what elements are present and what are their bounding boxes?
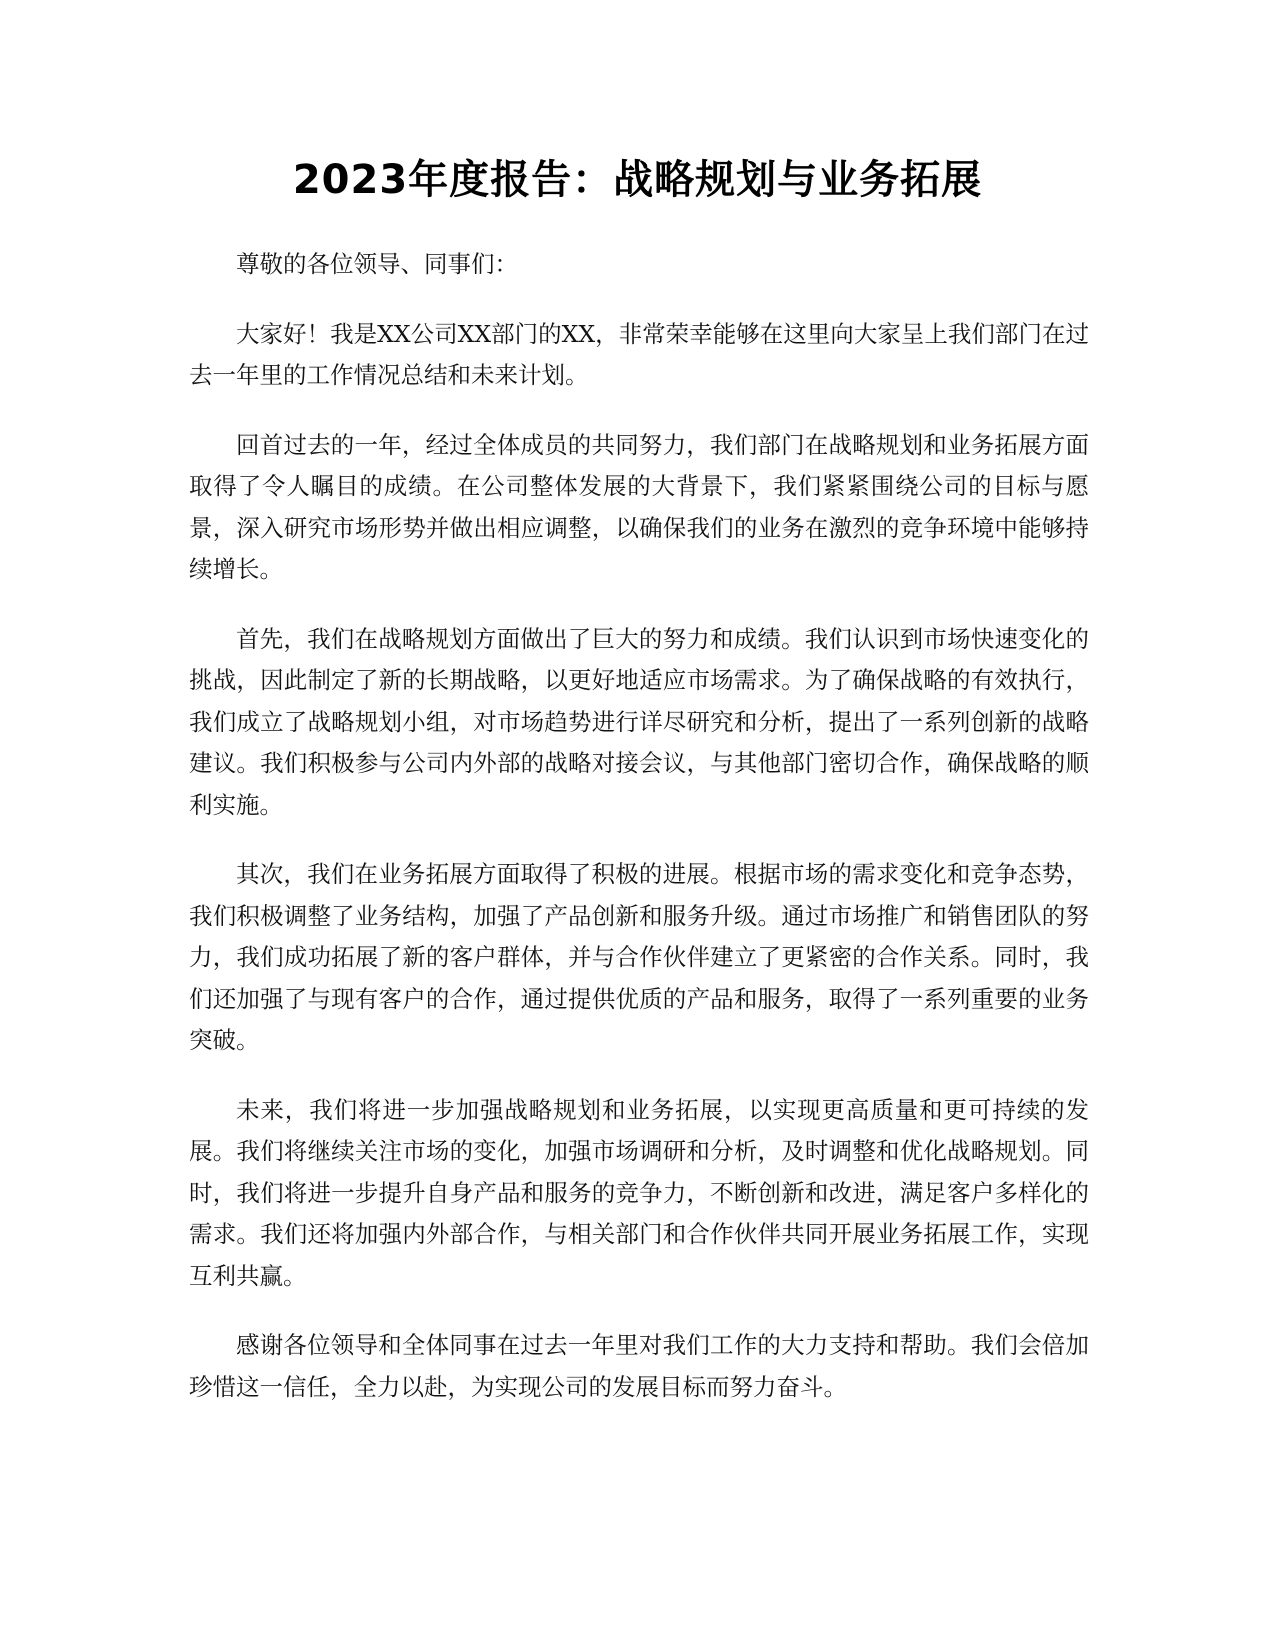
document-title: 2023年度报告：战略规划与业务拓展 [292, 157, 983, 203]
paragraph-intro: 大家好！我是XX公司XX部门的XX，非常荣幸能够在这里向大家呈上我们部门在过去一年里的工作情况总结和未来计划。 [189, 319, 1089, 389]
paragraph-strategy: 首先，我们在战略规划方面做出了巨大的努力和成绩。我们认识到市场快速变化的挑战，因此制定了新的长期战略，以更好地适应市场需求。为了确保战略的有效执行，我们成立了战略规划小组，对市场趋势进行详尽研究和分析，提出了一系列创新的战略建议。我们积极参与公司内外部的战略对接会议，与其他部门密切合作，确保战略的顺利实施。 [189, 624, 1089, 819]
paragraph-future: 未来，我们将进一步加强战略规划和业务拓展，以实现更高质量和更可持续的发展。我们将继续关注市场的变化，加强市场调研和分析，及时调整和优化战略规划。同时，我们将进一步提升自身产品和服务的竞争力，不断创新和改进，满足客户多样化的需求。我们还将加强内外部合作，与相关部门和合作伙伴共同开展业务拓展工作，实现互利共赢。 [189, 1095, 1089, 1290]
paragraph-review: 回首过去的一年，经过全体成员的共同努力，我们部门在战略规划和业务拓展方面取得了令人瞩目的成绩。在公司整体发展的大背景下，我们紧紧围绕公司的目标与愿景，深入研究市场形势并做出相应调整，以确保我们的业务在激烈的竞争环境中能够持续增长。 [189, 430, 1089, 583]
greeting-line: 尊敬的各位领导、同事们： [236, 250, 518, 278]
paragraph-thanks: 感谢各位领导和全体同事在过去一年里对我们工作的大力支持和帮助。我们会倍加珍惜这一信任，全力以赴，为实现公司的发展目标而努力奋斗。 [189, 1331, 1089, 1401]
document-body [189, 244, 1089, 1436]
paragraph-business: 其次，我们在业务拓展方面取得了积极的进展。根据市场的需求变化和竞争态势，我们积极调整了业务结构，加强了产品创新和服务升级。通过市场推广和销售团队的努力，我们成功拓展了新的客户群体，并与合作伙伴建立了更紧密的合作关系。同时，我们还加强了与现有客户的合作，通过提供优质的产品和服务，取得了一系列重要的业务突破。 [189, 860, 1089, 1054]
